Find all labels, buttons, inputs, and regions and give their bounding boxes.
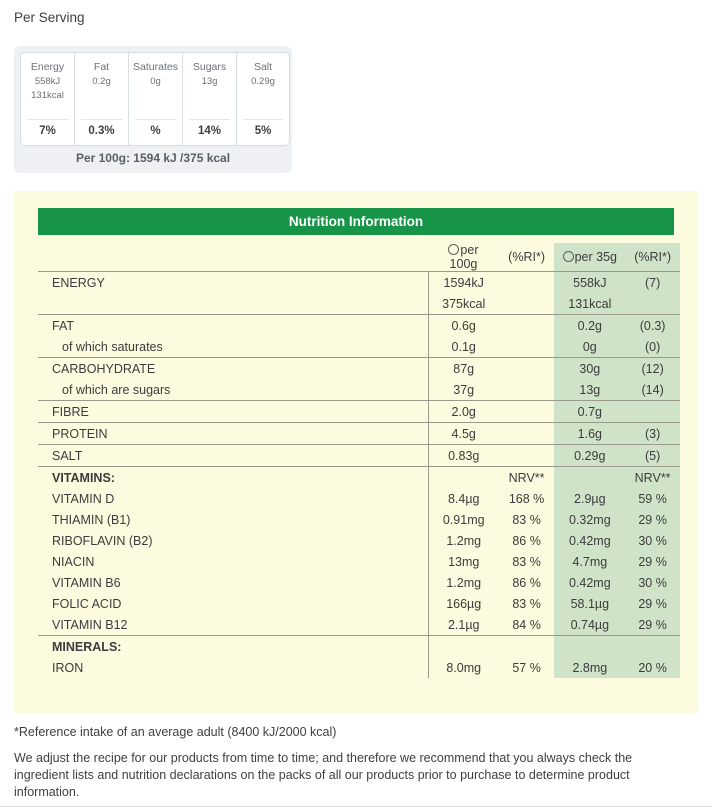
header-per-35g-label: per 35g [574,250,618,264]
traffic-light-divider [243,119,283,120]
nutrition-card [14,191,698,713]
row-per100g: 87g [428,358,499,380]
traffic-light-boxes [20,52,290,146]
table-row [38,379,680,401]
row-ri1: 84 % [512,617,541,632]
table-row [38,423,680,445]
row-ri2: (14) [625,379,680,401]
traffic-light-percent: % [150,125,161,137]
header-per-100g-label-2: 100g [449,257,478,271]
row-ri2: NRV** [625,467,680,489]
traffic-light-item [236,52,290,146]
row-ri1: 83 % [512,596,541,611]
traffic-light-item [20,52,74,146]
table-row [38,445,680,467]
row-per100g: 0.1g [428,336,499,358]
table-row [38,530,680,551]
traffic-light-percent: 0.3% [88,125,115,137]
row-per100g: 8.4µg [428,488,499,509]
row-ri2: (0) [625,336,680,358]
row-per35g: 13g [554,379,625,401]
row-per100g: 0.91mg [428,509,499,530]
disclaimer-text: We adjust the recipe for our products from time to time; and therefore we recommend that you always check the ingredient lists and nutrition declarations on the packs of all our products prior to purchase to determine product information. [14,751,633,799]
row-ri1: 83 % [512,554,541,569]
row-ri1: 86 % [512,575,541,590]
row-label: MINERALS: [38,636,428,658]
row-label: FIBRE [38,401,428,423]
header-blank [38,243,428,272]
row-ri2: 20 % [625,657,680,678]
row-ri2: 29 % [625,551,680,572]
row-per100g: 2.0g [428,401,499,423]
row-ri1 [499,636,555,658]
traffic-light-panel [14,46,292,173]
nutrition-heading: Nutrition Information [38,208,674,235]
row-ri1 [499,401,555,423]
row-label: VITAMINS: [38,467,428,489]
header-per-35g [554,243,625,272]
traffic-light-item [128,52,182,146]
row-label: CARBOHYDRATE [38,358,428,380]
row-ri1: 168 % [508,491,545,506]
traffic-light-name: Saturates [133,61,178,73]
row-per35g [554,467,625,489]
traffic-light-value-1: 0.2g [92,76,111,87]
traffic-light-divider [81,119,122,120]
row-label [38,293,428,315]
row-per35g: 30g [554,358,625,380]
row-label: FOLIC ACID [52,596,122,611]
traffic-light-name: Sugars [192,61,227,73]
row-ri1 [499,336,555,358]
nutrition-table [38,243,680,678]
row-ri2 [625,293,680,315]
row-label: ENERGY [38,272,428,294]
row-per100g: 166µg [428,593,499,614]
row-ri2 [625,636,680,658]
table-row [38,614,680,636]
row-ri2: 30 % [625,530,680,551]
traffic-light-name: Energy [30,61,65,73]
row-per100g: 375kcal [428,293,499,315]
row-per35g: 0.2g [554,315,625,337]
traffic-light-item [182,52,236,146]
traffic-light-name: Salt [253,61,273,73]
row-per35g: 131kcal [554,293,625,315]
row-label: VITAMIN B6 [52,575,121,590]
row-ri1 [499,358,555,380]
traffic-light-value-1: 0.29g [251,76,275,87]
row-per100g [428,467,499,489]
row-label: of which saturates [62,339,163,354]
traffic-light-value-1: 13g [201,76,218,87]
row-label: VITAMIN D [52,491,115,506]
traffic-light-value-1: 558kJ [34,76,61,87]
row-per35g: 1.6g [554,423,625,445]
row-label: RIBOFLAVIN (B2) [52,533,153,548]
row-per100g: 8.0mg [428,657,499,678]
traffic-light-percent: 14% [197,125,222,137]
row-label: FAT [38,315,428,337]
row-label: NIACIN [52,554,95,569]
traffic-light-value-1: 0g [150,76,161,87]
traffic-light-percent: 7% [39,125,56,137]
row-per35g: 0g [554,336,625,358]
header-ri-2: (%RI*) [625,243,680,272]
row-per100g: 13mg [428,551,499,572]
radio-icon[interactable] [448,244,459,255]
row-per100g: 1594kJ [428,272,499,294]
row-ri2: 59 % [625,488,680,509]
table-row [38,401,680,423]
table-row [38,336,680,358]
row-ri2: 29 % [625,509,680,530]
row-ri2: 30 % [625,572,680,593]
row-ri1 [499,445,555,467]
page-title: Per Serving [14,10,85,25]
table-row [38,657,680,678]
row-per35g: 58.1µg [554,593,625,614]
row-per35g: 0.32mg [554,509,625,530]
header-ri-1: (%RI*) [508,250,545,264]
row-ri1 [499,379,555,401]
row-ri2: (7) [625,272,680,294]
row-per35g [554,636,625,658]
row-label: of which are sugars [62,382,171,397]
row-ri1 [499,293,555,315]
table-row [38,488,680,509]
bottom-divider [0,806,712,807]
traffic-light-divider [189,119,230,120]
row-per100g: 1.2mg [428,572,499,593]
header-per-100g [428,243,499,272]
table-section-row [38,636,680,658]
traffic-light-item [74,52,128,146]
row-per35g: 0.74µg [554,614,625,636]
row-ri2 [625,401,680,423]
traffic-light-divider [135,119,176,120]
row-ri1: 57 % [512,660,541,675]
row-ri2: 29 % [625,614,680,636]
row-ri1 [499,423,555,445]
table-row [38,551,680,572]
row-per100g: 0.6g [428,315,499,337]
row-ri1 [499,315,555,337]
row-ri1: NRV** [499,467,555,489]
row-label: SALT [38,445,428,467]
table-row [38,572,680,593]
table-row [38,509,680,530]
row-label: VITAMIN B12 [52,617,128,632]
traffic-light-percent: 5% [254,125,272,137]
radio-icon[interactable] [563,251,574,262]
table-row [38,293,680,315]
row-ri2: (5) [625,445,680,467]
traffic-light-name: Fat [93,61,110,73]
traffic-light-value-2: 131kcal [31,90,64,101]
row-label: PROTEIN [38,423,428,445]
row-per100g: 37g [428,379,499,401]
row-ri1: 83 % [512,512,541,527]
per-100g-summary: Per 100g: 1594 kJ /375 kcal [75,151,231,165]
row-per35g: 558kJ [554,272,625,294]
table-row [38,272,680,294]
header-per-100g-label-1: per [460,243,479,257]
row-per35g: 4.7mg [554,551,625,572]
row-ri1 [499,272,555,294]
row-per35g: 2.9µg [554,488,625,509]
row-ri1: 86 % [512,533,541,548]
table-header-row [38,243,680,272]
row-per100g: 0.83g [428,445,499,467]
row-label: THIAMIN (B1) [52,512,131,527]
table-row [38,593,680,614]
row-per35g: 0.42mg [554,530,625,551]
row-ri2: (0.3) [625,315,680,337]
table-row [38,358,680,380]
row-per35g: 0.42mg [554,572,625,593]
row-per100g [428,636,499,658]
row-per100g: 1.2mg [428,530,499,551]
row-ri2: (12) [625,358,680,380]
row-per100g: 4.5g [428,423,499,445]
row-ri2: 29 % [625,593,680,614]
row-ri2: (3) [625,423,680,445]
reference-intake-note: *Reference intake of an average adult (8400 kJ/2000 kcal) [14,725,337,739]
row-per35g: 0.7g [554,401,625,423]
traffic-light-divider [27,119,68,120]
row-per100g: 2.1µg [428,614,499,636]
row-per35g: 2.8mg [554,657,625,678]
row-label: IRON [52,660,84,675]
table-section-row [38,467,680,489]
row-per35g: 0.29g [554,445,625,467]
table-row [38,315,680,337]
